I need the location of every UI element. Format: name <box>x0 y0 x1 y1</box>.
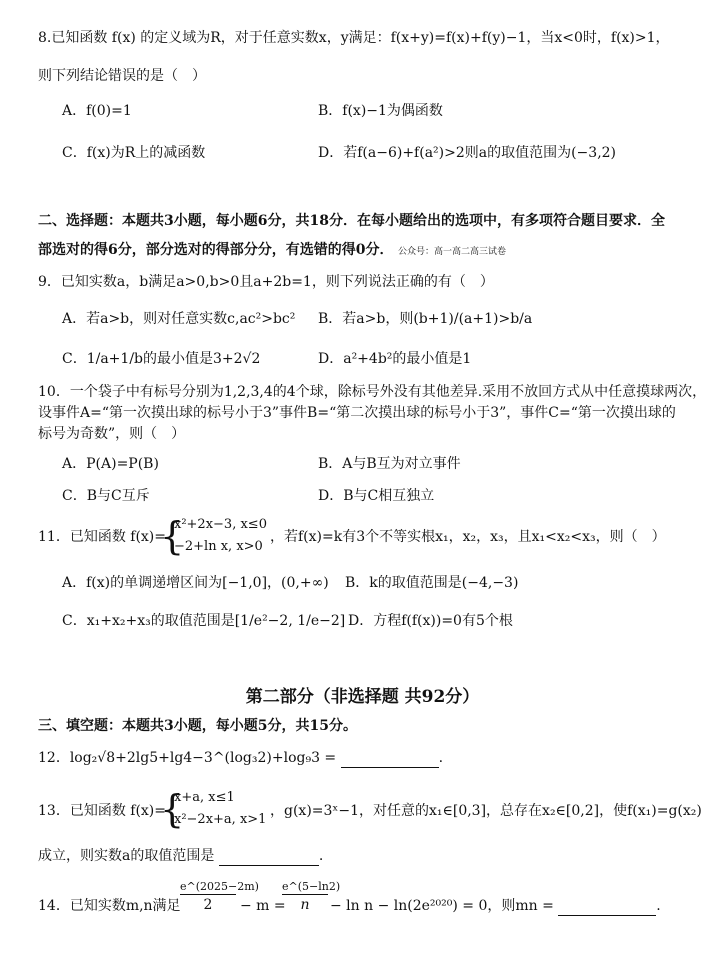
part2-title: 第二部分（非选择题 共92分） <box>245 687 480 707</box>
q13-line2: 成立，则实数a的取值范围是 . <box>38 848 324 864</box>
q13-case2: x²−2x+a, x>1 <box>174 812 267 827</box>
q13-prefix: 13．已知函数 f(x)= <box>38 803 166 819</box>
q10-stem-line2: 设事件A=“第一次摸出球的标号小于3”事件B=“第二次摸出球的标号小于3”，事件C=“第一次摸出球的 <box>38 405 676 421</box>
q9-option-a: A．若a>b，则对任意实数c,ac²>bc² <box>62 311 296 327</box>
watermark-text: 公众号：高一高二高三试卷 <box>397 247 506 257</box>
q14-frac1-denominator: 2 <box>203 897 213 913</box>
q11-brace: { <box>160 514 185 558</box>
q9-option-b: B．若a>b，则(b+1)/(a+1)>b/a <box>318 311 533 327</box>
q8-option-d: D．若f(a−6)+f(a²)>2则a的取值范围为(−3,2) <box>318 145 617 161</box>
q9-stem: 9．已知实数a，b满足a>0,b>0且a+2b=1，则下列说法正确的有（ ） <box>38 274 494 290</box>
q12-text: 12．log₂√8+2lg5+lg4−3^(log₃2)+log₉3 = <box>38 750 337 766</box>
q10-option-b: B．A与B互为对立事件 <box>318 456 461 472</box>
q13-answer-blank[interactable] <box>219 849 319 866</box>
q8-option-a: A．f(0)=1 <box>62 103 132 119</box>
q14-prefix: 14．已知实数m,n满足 <box>38 898 181 914</box>
q10-option-d: D．B与C相互独立 <box>318 488 435 504</box>
q8-stem-line2: 则下列结论错误的是（ ） <box>38 68 206 84</box>
q11-suffix: ，若f(x)=k有3个不等实根x₁，x₂，x₃，且x₁<x₂<x₃，则（ ） <box>270 529 666 545</box>
q9-option-c: C．1/a+1/b的最小值是3+2√2 <box>62 351 261 367</box>
q14-fraction2 <box>282 880 341 915</box>
q11-option-a: A．f(x)的单调递增区间为[−1,0]，(0,+∞) <box>62 575 329 591</box>
q13-case1: x+a, x≤1 <box>174 790 235 805</box>
q14-suffix-text: − ln n − ln(2e²⁰²⁰) = 0，则mn = <box>330 898 554 914</box>
q11-option-b: B．k的取值范围是(−4,−3) <box>345 575 519 591</box>
q13-suffix: ，g(x)=3ˣ−1，对任意的x₁∈[0,3]，总存在x₂∈[0,2]，使f(x₁)=g(x₂) <box>270 803 702 819</box>
q8-option-c: C．f(x)为R上的减函数 <box>62 145 206 161</box>
q14-frac1-numerator: e^(2025−2m) <box>180 880 259 893</box>
q11-case2: −2+ln x, x>0 <box>174 539 263 554</box>
q9-option-d: D．a²+4b²的最小值是1 <box>318 351 472 367</box>
section2-heading-line1: 二、选择题：本题共3小题，每小题6分，共18分．在每小题给出的选项中，有多项符合题目要求．全 <box>38 213 665 229</box>
q10-stem-line1: 10．一个袋子中有标号分别为1,2,3,4的4个球，除标号外没有其他差异.采用不放回方式从中任意摸球两次， <box>38 384 707 400</box>
q14-suffix-line: − ln n − ln(2e²⁰²⁰) = 0，则mn = . <box>330 898 661 914</box>
q14-frac2-numerator: e^(5−ln2) <box>282 880 341 893</box>
q14-answer-blank[interactable] <box>558 899 656 916</box>
q10-option-c: C．B与C互斥 <box>62 488 150 504</box>
q11-option-c: C．x₁+x₂+x₃的取值范围是[1/e²−2, 1/e−2] <box>62 613 346 629</box>
section2-heading-line2 <box>38 240 506 262</box>
q12-answer-blank[interactable] <box>341 751 439 768</box>
section3-heading: 三、填空题：本题共3小题，每小题5分，共15分。 <box>38 718 357 734</box>
q14-middle: − m = <box>240 898 286 914</box>
q11-option-d: D．方程f(f(x))=0有5个根 <box>348 613 513 629</box>
q8-option-b: B．f(x)−1为偶函数 <box>318 103 443 119</box>
q8-stem-line1: 8.已知函数 f(x) 的定义域为R，对于任意实数x，y满足：f(x+y)=f(x)+f(y)−1，当x<0时，f(x)>1， <box>38 30 670 46</box>
q10-option-a: A．P(A)=P(B) <box>62 456 159 472</box>
q14-fraction1 <box>180 880 259 915</box>
q13-line2-text: 成立，则实数a的取值范围是 <box>38 848 215 864</box>
q13-brace: { <box>160 787 185 831</box>
q11-case1: x²+2x−3, x≤0 <box>174 517 267 532</box>
section2-heading-text: 部选对的得6分，部分选对的得部分分，有选错的得0分． <box>38 242 394 258</box>
q12-line: 12．log₂√8+2lg5+lg4−3^(log₃2)+log₉3 = . <box>38 750 444 766</box>
q11-prefix: 11．已知函数 f(x)= <box>38 529 166 545</box>
q14-frac2-denominator: n <box>300 897 310 913</box>
q10-stem-line3: 标号为奇数”，则（ ） <box>38 426 186 442</box>
